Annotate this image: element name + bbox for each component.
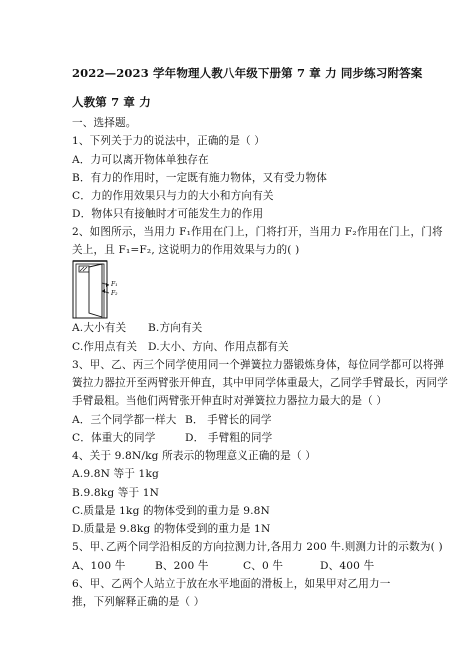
q2-option-a: A.大小有关 [72, 322, 127, 334]
q3-option-b: B． 手臂长的同学 [185, 414, 272, 426]
section-heading: 一、选择题。 [72, 117, 137, 129]
q2-stem-line2: 关上，且 F₁=F₂, 这说明力的作用效果与力的( ) [72, 244, 300, 256]
q5-option-a: A、100 牛 [72, 560, 126, 572]
q4-option-d: D.质量是 9.8kg 的物体受到的重力是 1N [72, 523, 271, 535]
q6-stem-line2: 推，下列解释正确的是（ ） [72, 596, 205, 608]
q2-option-b: B.方向有关 [148, 322, 203, 334]
q4-stem: 4、关于 9.8N/kg 所表示的物理意义正确的是（ ） [72, 450, 317, 462]
document-title: 2022—2023 学年物理人教八年级下册第 7 章 力 同步练习附答案 [72, 66, 423, 80]
q2-option-c: C.作用点有关 [72, 341, 138, 353]
q6-stem-line1: 6、甲、乙两个人站立于放在水平地面的滑板上，如果甲对乙用力一 [72, 578, 391, 590]
q5-stem: 5、甲､乙两个同学沿相反的方向拉测力计,各用力 200 牛.则测力计的示数为( ) [72, 541, 443, 553]
q1-stem: 1、下列关于力的说法中，正确的是（ ） [72, 135, 266, 147]
q3-option-d: D． 手臂粗的同学 [185, 432, 273, 444]
q5-option-b: B、200 牛 [155, 560, 209, 572]
force-f1-label: F₁ [111, 281, 118, 288]
q1-option-a: A．力可以离开物体单独存在 [72, 154, 209, 166]
q3-stem-line3: 手臂最粗。当他们两臂张开伸直时对弹簧拉力器拉力最大的是（ ） [72, 395, 388, 407]
q3-stem-line1: 3、甲、乙、丙三个同学使用同一个弹簧拉力器锻炼身体，每位同学都可以将弹 [72, 359, 445, 371]
q1-option-b: B．有力的作用时，一定既有施力物体，又有受力物体 [72, 172, 328, 184]
q4-option-a: A.9.8N 等于 1kg [72, 468, 159, 480]
q5-option-d: D、400 牛 [320, 560, 375, 572]
force-f2-label: F₂ [111, 290, 118, 297]
q2-stem-line1: 2、如图所示，当用力 F₁作用在门上，门将打开，当用力 F₂作用在门上，门将 [72, 226, 443, 238]
door-figure [72, 257, 122, 319]
q5-option-c: C、0 牛 [243, 560, 284, 572]
q3-stem-line2: 簧拉力器拉开至两臂张开伸直，其中甲同学体重最大，乙同学手臂最长，丙同学 [72, 377, 449, 389]
q4-option-b: B.9.8kg 等于 1N [72, 487, 160, 499]
q2-option-d: D.大小、方向、作用点都有关 [148, 341, 289, 353]
q3-option-c: C．体重大的同学 [72, 432, 156, 444]
q1-option-c: C．力的作用效果只与力的大小和方向有关 [72, 190, 274, 202]
chapter-subtitle: 人教第 7 章 力 [72, 95, 151, 109]
q3-option-a: A．三个同学都一样大 [72, 414, 177, 426]
q4-option-c: C.质量是 1kg 的物体受到的重力是 9.8N [72, 505, 270, 517]
q1-option-d: D．物体只有接触时才可能发生力的作用 [72, 208, 264, 220]
